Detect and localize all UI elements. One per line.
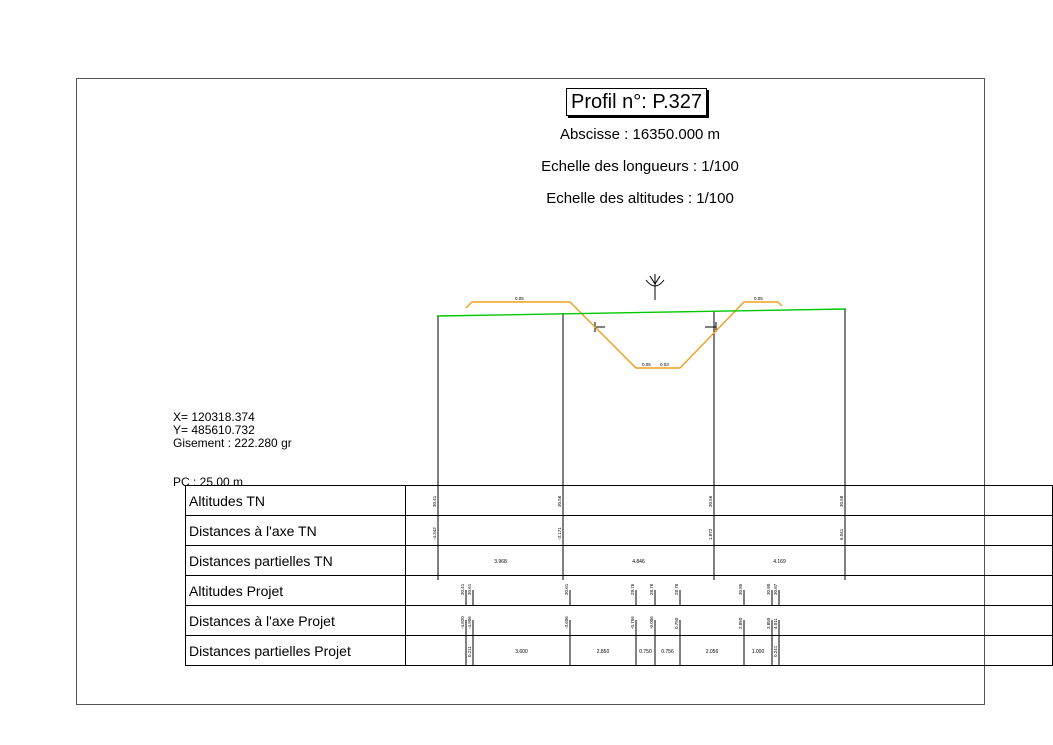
- projet-axis-distance-value: -0.756: [630, 616, 635, 629]
- projet-axis-distance-value: 4.011: [773, 618, 778, 629]
- projet-altitude-value: 30.61: [467, 583, 472, 595]
- tn-axis-distance-value: 1.872: [708, 528, 713, 540]
- projet-axis-distance-value: -3.606: [564, 616, 569, 629]
- projet-altitude-value: 30.85: [738, 583, 743, 595]
- projet-axis-distance-value: 0.750: [674, 617, 679, 629]
- gisement: Gisement : 222.280 gr: [173, 436, 292, 450]
- projet-axis-distance-value: -0.006: [649, 616, 654, 629]
- bottom-right-label: 0.03: [660, 362, 669, 367]
- tn-altitude-value: 30.56: [557, 495, 562, 507]
- projet-altitude-value: 30.80: [766, 583, 771, 595]
- projet-partial-value: 2.850: [596, 649, 610, 655]
- row-label: Distances à l'axe Projet: [186, 606, 406, 636]
- projet-partial-value: 0.750: [639, 649, 652, 655]
- row-label: Distances partielles TN: [186, 546, 406, 576]
- projet-profile-line: [466, 302, 782, 368]
- row-label: Altitudes TN: [186, 486, 406, 516]
- projet-partial-value: 3.600: [515, 649, 528, 655]
- tn-altitude-value: 30.41: [432, 495, 437, 507]
- bottom-left-label: 0.05: [642, 362, 651, 367]
- projet-axis-distance-value: -4.820: [460, 616, 465, 629]
- profile-title: Profil n°: P.327: [566, 88, 707, 116]
- projet-partial-value: 0.241: [773, 645, 778, 657]
- projet-axis-distance-value: 2.850: [738, 617, 743, 629]
- row-label: Altitudes Projet: [186, 576, 406, 606]
- tn-axis-distance-value: -4.342: [432, 527, 437, 540]
- tn-vertical-lines: [438, 309, 845, 580]
- north-arrow-icon: [646, 274, 664, 300]
- projet-axis-distance-value: 3.850: [766, 617, 771, 629]
- tn-ground-line: [437, 309, 846, 316]
- projet-partial-value: 2.056: [705, 649, 719, 655]
- tn-axis-distance-value: 6.041: [839, 528, 844, 540]
- coord-y: Y= 485610.732: [173, 423, 255, 437]
- projet-axis-distance-value: -4.906: [467, 616, 472, 629]
- length-scale-label: Echelle des longueurs : 1/100: [541, 158, 739, 175]
- slope-right-label: 0.05: [754, 296, 763, 301]
- tn-partial-value: 3.968: [494, 559, 507, 565]
- projet-partial-value: 0.756: [661, 649, 674, 655]
- projet-partial-value: 1.000: [751, 649, 765, 655]
- tn-axis-distance-value: -3.171: [557, 527, 562, 540]
- row-label: Distances partielles Projet: [186, 636, 406, 666]
- projet-altitude-value: 28.76: [630, 583, 635, 595]
- projet-altitude-value: 30.61: [564, 583, 569, 595]
- projet-altitude-value: 30.41: [460, 583, 465, 595]
- tn-cartouche-marks: [432, 495, 845, 575]
- slope-left-label: 0.05: [515, 296, 524, 301]
- projet-cartouche-marks: [460, 583, 779, 665]
- projet-ticks: [595, 322, 716, 332]
- coord-x: X= 120318.374: [173, 410, 255, 424]
- tn-partial-value: 4.169: [773, 559, 786, 565]
- altitude-scale-label: Echelle des altitudes : 1/100: [546, 190, 734, 207]
- row-label: Distances à l'axe TN: [186, 516, 406, 546]
- projet-partial-value: 0.211: [467, 646, 472, 657]
- projet-altitude-value: 30.87: [773, 583, 778, 595]
- projet-altitude-value: 28.76: [649, 583, 654, 595]
- projet-altitude-value: 28.76: [674, 583, 679, 595]
- tn-altitude-value: 30.58: [839, 495, 844, 507]
- abscisse-label: Abscisse : 16350.000 m: [559, 126, 721, 143]
- tn-partial-value: 4.846: [632, 559, 645, 565]
- tn-altitude-value: 30.56: [708, 495, 713, 507]
- reference-plane: PC : 25.00 m: [173, 475, 244, 489]
